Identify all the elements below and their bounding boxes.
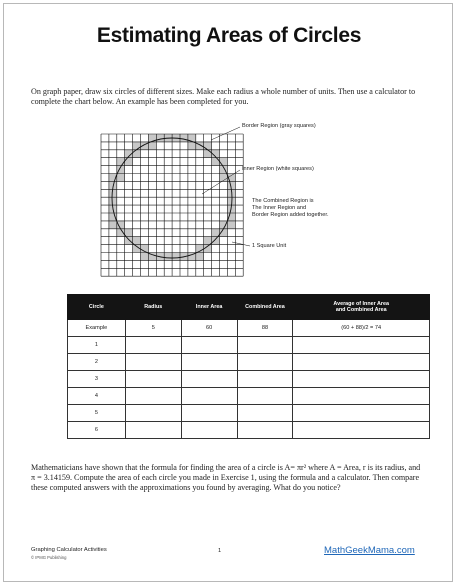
table-row-example bbox=[68, 320, 430, 337]
callout-border-region: Border Region (gray squares) bbox=[242, 123, 316, 129]
callout-combined-line2: The Inner Region and bbox=[252, 205, 307, 211]
grid-lines bbox=[101, 134, 243, 276]
border-region-cell bbox=[188, 142, 196, 150]
table-cell-blank[interactable] bbox=[181, 354, 237, 371]
table-cell-blank[interactable] bbox=[237, 388, 293, 405]
row-circle-number: 3 bbox=[68, 371, 126, 388]
callout-combined-region bbox=[252, 198, 329, 219]
example-combined-area: 88 bbox=[237, 320, 293, 337]
table-cell-blank[interactable] bbox=[293, 354, 430, 371]
header-average bbox=[293, 295, 430, 320]
border-region-cell bbox=[172, 253, 180, 261]
row-circle-number: 1 bbox=[68, 337, 126, 354]
row-circle-number: 2 bbox=[68, 354, 126, 371]
footer-left bbox=[31, 547, 107, 561]
table-cell-blank[interactable] bbox=[125, 388, 181, 405]
table-row bbox=[68, 388, 430, 405]
table-row bbox=[68, 405, 430, 422]
table-cell-blank[interactable] bbox=[125, 371, 181, 388]
border-region-cell bbox=[204, 142, 212, 150]
table-cell-blank[interactable] bbox=[181, 371, 237, 388]
border-region-cell bbox=[212, 237, 220, 245]
table-row bbox=[68, 422, 430, 439]
header-average-line2: and Combined Area bbox=[335, 307, 387, 313]
page-title: Estimating Areas of Circles bbox=[96, 24, 362, 47]
border-region-cell bbox=[227, 221, 235, 229]
border-region-cell bbox=[125, 158, 133, 166]
example-average: (60 + 88)/2 = 74 bbox=[293, 320, 430, 337]
table-cell-blank[interactable] bbox=[181, 337, 237, 354]
table-cell-blank[interactable] bbox=[237, 371, 293, 388]
header-inner-area: Inner Area bbox=[181, 295, 237, 320]
callout-square-unit: 1 Square Unit bbox=[252, 243, 287, 249]
table-cell-blank[interactable] bbox=[125, 354, 181, 371]
border-region-cell bbox=[148, 142, 156, 150]
example-circle: Example bbox=[68, 320, 126, 337]
header-radius: Radius bbox=[125, 295, 181, 320]
callout-combined-line3: Border Region added together. bbox=[252, 212, 329, 218]
table-cell-blank[interactable] bbox=[237, 337, 293, 354]
table-cell-blank[interactable] bbox=[293, 422, 430, 439]
site-link[interactable]: MathGeekMama.com bbox=[324, 545, 415, 556]
border-region-cell bbox=[156, 134, 164, 142]
intro-instructions: On graph paper, draw six circles of different sizes. Make each radius a whole number of units. Then use a calculator to complete the chart below. An example has been completed for you. bbox=[31, 87, 416, 106]
border-region-cell bbox=[164, 253, 172, 261]
table-cell-blank[interactable] bbox=[181, 388, 237, 405]
table-cell-blank[interactable] bbox=[293, 405, 430, 422]
table-row bbox=[68, 337, 430, 354]
border-region-cell bbox=[204, 237, 212, 245]
table-cell-blank[interactable] bbox=[181, 405, 237, 422]
callout-inner-region: Inner Region (white squares) bbox=[242, 166, 314, 172]
header-average-line1: Average of Inner Area bbox=[333, 300, 390, 307]
border-region-cell bbox=[196, 253, 204, 261]
table-cell-blank[interactable] bbox=[293, 371, 430, 388]
border-region-cell bbox=[109, 221, 117, 229]
row-circle-number: 5 bbox=[68, 405, 126, 422]
table-cell-blank[interactable] bbox=[125, 405, 181, 422]
row-circle-number: 4 bbox=[68, 388, 126, 405]
table-row bbox=[68, 354, 430, 371]
border-region-cell bbox=[141, 253, 149, 261]
border-region-cell bbox=[133, 237, 141, 245]
callout-combined-line1: The Combined Region is bbox=[252, 198, 314, 204]
footer-title: Graphing Calculator Activities bbox=[31, 547, 107, 553]
border-region-cell bbox=[204, 150, 212, 158]
table-cell-blank[interactable] bbox=[293, 388, 430, 405]
border-region-cell bbox=[212, 158, 220, 166]
table-cell-blank[interactable] bbox=[125, 337, 181, 354]
table-header-row bbox=[68, 295, 430, 320]
example-inner-area: 60 bbox=[181, 320, 237, 337]
page-number: 1 bbox=[218, 548, 222, 554]
table-cell-blank[interactable] bbox=[237, 354, 293, 371]
table-cell-blank[interactable] bbox=[237, 405, 293, 422]
border-region-cell bbox=[117, 158, 125, 166]
table-row bbox=[68, 371, 430, 388]
border-region-cell bbox=[220, 221, 228, 229]
table-cell-blank[interactable] bbox=[181, 422, 237, 439]
border-region-cell bbox=[180, 134, 188, 142]
row-circle-number: 6 bbox=[68, 422, 126, 439]
table-cell-blank[interactable] bbox=[237, 422, 293, 439]
border-region-cell bbox=[117, 174, 125, 182]
header-circle: Circle bbox=[68, 295, 126, 320]
table-cell-blank[interactable] bbox=[293, 337, 430, 354]
footer-copyright: © IPMG Publishing bbox=[31, 555, 67, 560]
border-region-cell bbox=[125, 229, 133, 237]
area-chart-table bbox=[67, 294, 430, 439]
border-region-cell bbox=[109, 197, 117, 205]
border-region-cell bbox=[125, 237, 133, 245]
example-radius: 5 bbox=[125, 320, 181, 337]
table-cell-blank[interactable] bbox=[125, 422, 181, 439]
border-region-cell bbox=[220, 158, 228, 166]
border-region-cell bbox=[133, 150, 141, 158]
formula-paragraph: Mathematicians have shown that the formula for finding the area of a circle is A= πr² where A = Area, r is its radius, and π = 3.14159. Compute the area of each circle you made in Exercise 1, using the formula and a calculator. Then compare these computed answers with the approximations you found by averaging. What do you notice? bbox=[31, 463, 421, 492]
header-combined-area: Combined Area bbox=[237, 295, 293, 320]
border-region-cell bbox=[133, 142, 141, 150]
